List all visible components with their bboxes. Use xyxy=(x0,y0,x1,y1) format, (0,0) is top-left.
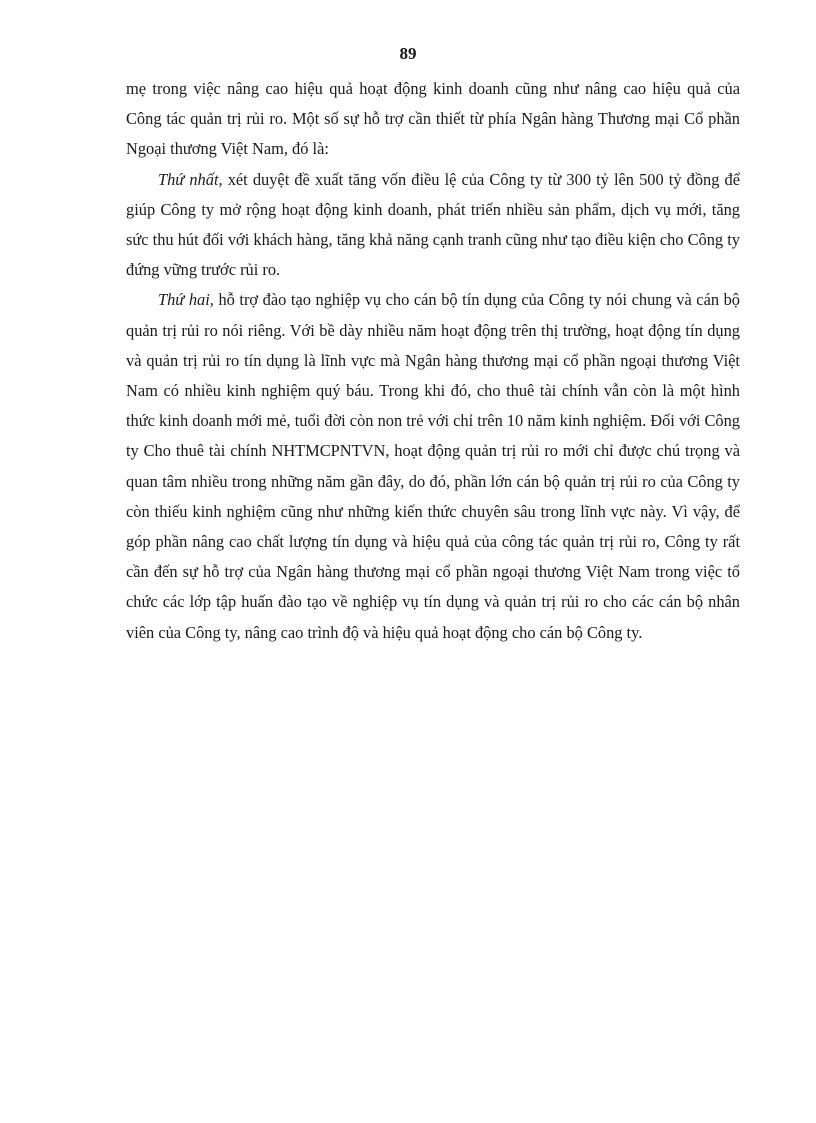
second-point-lead: Thứ hai, xyxy=(158,290,214,310)
paragraph-first-point xyxy=(126,165,740,286)
second-point-text: hỗ trợ đào tạo nghiệp vụ cho cán bộ tín dụng của Công ty nói chung và cán bộ quản trị rủi ro nói riêng. Với bề dày nhiều năm hoạt động trên thị trường, hoạt động tín dụng và quản trị rủi ro tín dụng là lĩnh vực mà Ngân hàng thương mại cổ phần ngoại thương Việt Nam có nhiều kinh nghiệm quý báu. Trong khi đó, cho thuê tài chính vẫn còn là một hình thức kinh doanh mới mẻ, tuổi đời còn non trẻ với chỉ trên 10 năm kinh nghiệm. Đối với Công ty Cho thuê tài chính NHTMCPNTVN, hoạt động quản trị rủi ro mới chỉ được chú trọng và quan tâm nhiều trong những năm gần đây, do đó, phần lớn cán bộ quản trị rủi ro của Công ty còn thiếu kinh nghiệm cũng như những kiến thức chuyên sâu trong lĩnh vực này. Vì vậy, để góp phần nâng cao chất lượng tín dụng và hiệu quả của công tác quản trị rủi ro, Công ty rất cần đến sự hỗ trợ của Ngân hàng thương mại cổ phần ngoại thương Việt Nam trong việc tổ chức các lớp tập huấn đào tạo về nghiệp vụ tín dụng và quản trị rủi ro cho các cán bộ nhân viên của Công ty, nâng cao trình độ và hiệu quả hoạt động cho cán bộ Công ty. xyxy=(126,290,741,642)
first-point-text: xét duyệt đề xuất tăng vốn điều lệ của Công ty từ 300 tỷ lên 500 tỷ đồng để giúp Công ty mở rộng hoạt động kinh doanh, phát triển nhiều sản phẩm, dịch vụ mới, tăng sức thu hút đối với khách hàng, tăng khả năng cạnh tranh cũng như tạo điều kiện cho Công ty đứng vững trước rủi ro. xyxy=(126,169,741,280)
paragraph-continuation: mẹ trong việc nâng cao hiệu quả hoạt động kinh doanh cũng như nâng cao hiệu quả của Công tác quản trị rủi ro. Một số sự hỗ trợ cần thiết từ phía Ngân hàng Thương mại Cổ phần Ngoại thương Việt Nam, đó là: xyxy=(126,79,740,159)
body-text xyxy=(126,74,740,648)
first-point-lead: Thứ nhất, xyxy=(158,169,223,189)
page-number: 89 xyxy=(399,44,417,63)
paragraph-second-point xyxy=(126,285,740,647)
